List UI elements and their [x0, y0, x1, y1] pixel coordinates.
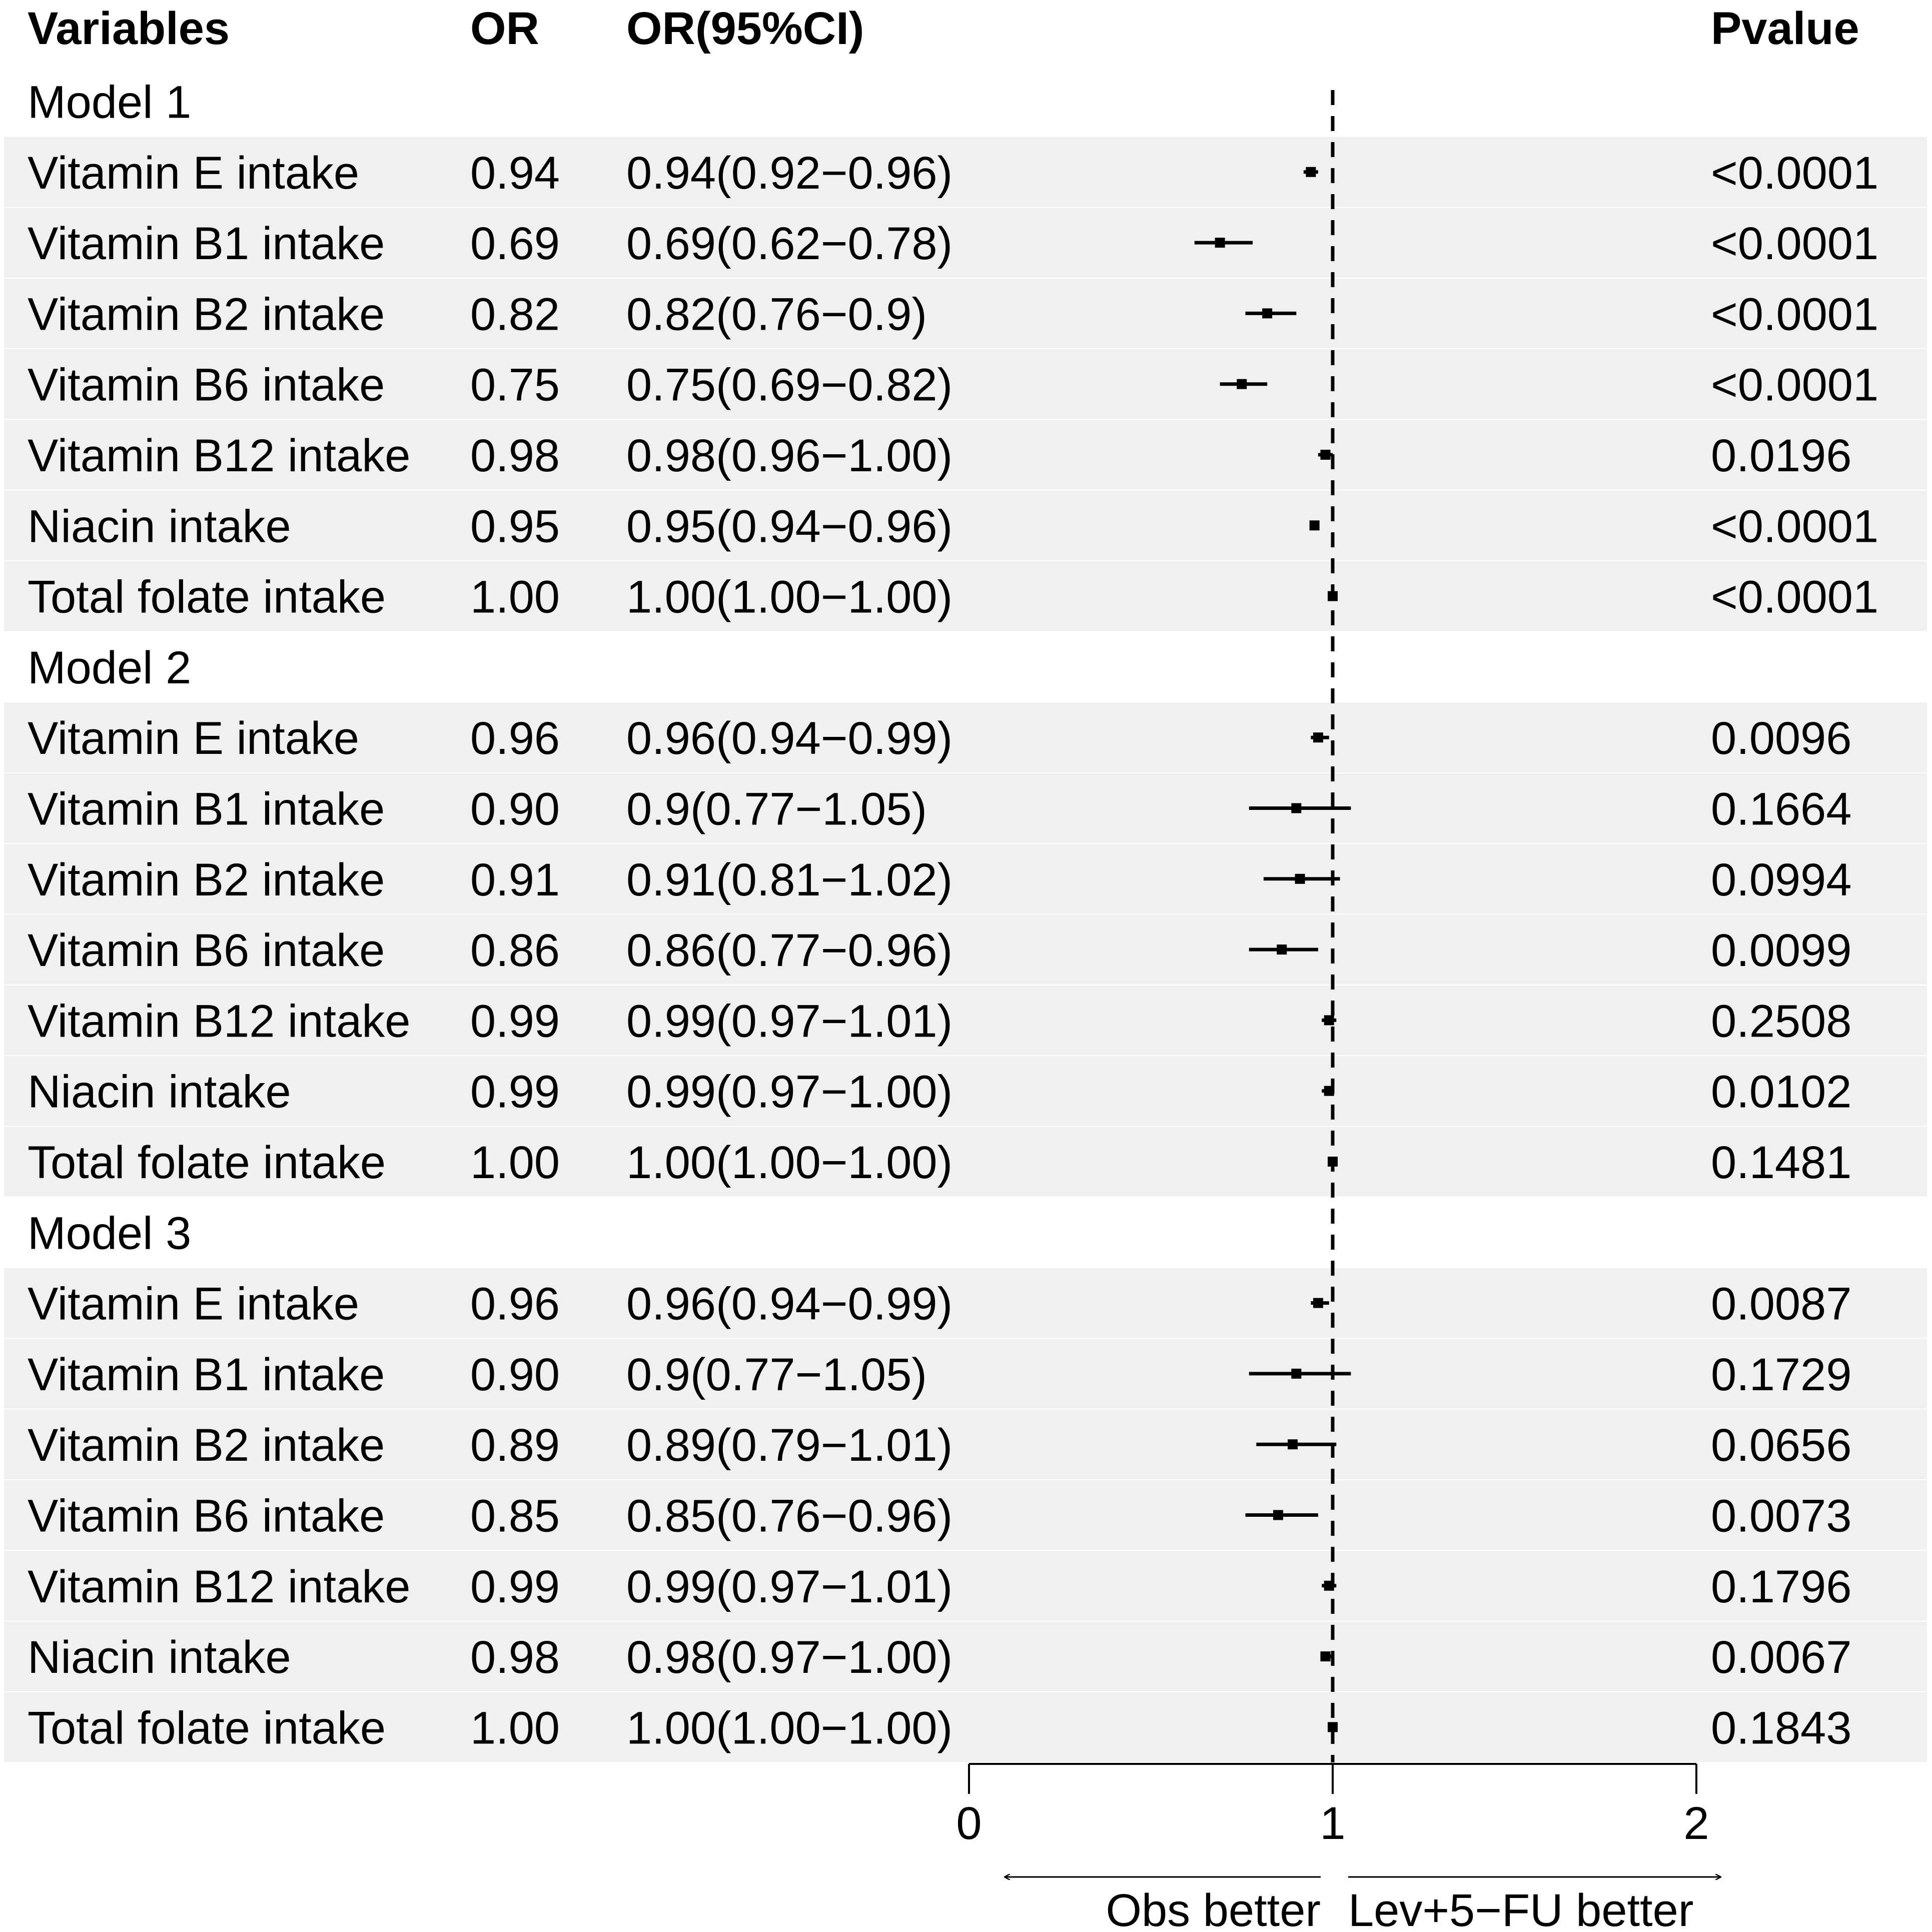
or-point	[1215, 238, 1225, 248]
cell-or: 0.98	[470, 1632, 560, 1683]
or-point	[1295, 874, 1305, 884]
cell-or: 0.91	[470, 854, 560, 905]
cell-pvalue: 0.1796	[1711, 1561, 1852, 1612]
cell-or-ci: 0.75(0.69−0.82)	[626, 359, 953, 411]
cell-or-ci: 0.96(0.94−0.99)	[626, 713, 953, 764]
row-stripe	[4, 491, 1927, 560]
cell-or: 0.95	[470, 501, 560, 552]
group-label: Model 2	[28, 642, 192, 693]
cell-or-ci: 1.00(1.00−1.00)	[626, 1137, 953, 1188]
cell-variable: Vitamin E intake	[28, 147, 360, 199]
cell-variable: Vitamin B1 intake	[28, 1349, 385, 1400]
cell-pvalue: <0.0001	[1711, 571, 1879, 623]
cell-or-ci: 0.89(0.79−1.01)	[626, 1420, 953, 1471]
cell-variable: Vitamin B6 intake	[28, 925, 385, 977]
or-point	[1306, 167, 1316, 177]
or-point	[1310, 520, 1320, 530]
cell-pvalue: 0.1481	[1711, 1137, 1852, 1188]
axis-tick-label: 0	[956, 1798, 982, 1849]
cell-or: 0.69	[470, 218, 560, 270]
or-point	[1320, 1651, 1330, 1661]
header-pvalue: Pvalue	[1711, 3, 1859, 54]
direction-label-left: Obs better	[1106, 1885, 1321, 1932]
cell-or-ci: 0.91(0.81−1.02)	[626, 854, 953, 905]
cell-or: 1.00	[470, 571, 560, 623]
cell-or: 1.00	[470, 1137, 560, 1188]
cell-variable: Total folate intake	[28, 1137, 386, 1188]
cell-pvalue: <0.0001	[1711, 501, 1879, 552]
cell-pvalue: 0.0656	[1711, 1420, 1852, 1471]
cell-or-ci: 0.99(0.97−1.01)	[626, 1561, 953, 1612]
cell-variable: Vitamin E intake	[28, 1278, 360, 1330]
cell-or: 0.99	[470, 996, 560, 1047]
cell-variable: Vitamin B2 intake	[28, 854, 385, 905]
or-point	[1273, 1510, 1283, 1520]
cell-or: 0.98	[470, 430, 560, 481]
header-or-ci: OR(95%CI)	[626, 3, 864, 54]
group-label: Model 1	[28, 77, 192, 128]
cell-pvalue: <0.0001	[1711, 289, 1879, 340]
or-point	[1313, 732, 1323, 742]
or-point	[1320, 450, 1330, 460]
cell-or: 0.75	[470, 359, 560, 411]
group-label: Model 3	[28, 1208, 192, 1259]
cell-or-ci: 0.95(0.94−0.96)	[626, 501, 953, 552]
cell-or-ci: 0.99(0.97−1.00)	[626, 1066, 953, 1118]
cell-or-ci: 1.00(1.00−1.00)	[626, 1702, 953, 1754]
cell-or: 0.99	[470, 1066, 560, 1118]
cell-or: 0.85	[470, 1490, 560, 1542]
cell-variable: Vitamin B12 intake	[28, 430, 411, 481]
row-stripe	[4, 1056, 1927, 1126]
cell-pvalue: 0.0073	[1711, 1490, 1852, 1542]
header-variables: Variables	[28, 3, 230, 54]
cell-or-ci: 0.9(0.77−1.05)	[626, 1349, 927, 1400]
cell-or: 1.00	[470, 1702, 560, 1754]
cell-pvalue: <0.0001	[1711, 147, 1879, 199]
cell-pvalue: 0.0102	[1711, 1066, 1852, 1118]
or-point	[1288, 1439, 1298, 1449]
or-point	[1237, 379, 1247, 389]
cell-variable: Niacin intake	[28, 1066, 291, 1118]
cell-or: 0.90	[470, 1349, 560, 1400]
cell-variable: Niacin intake	[28, 501, 291, 552]
row-stripe	[4, 1621, 1927, 1691]
cell-or-ci: 0.69(0.62−0.78)	[626, 218, 953, 270]
cell-variable: Niacin intake	[28, 1632, 291, 1683]
cell-variable: Total folate intake	[28, 1702, 386, 1754]
cell-or-ci: 0.98(0.97−1.00)	[626, 1632, 953, 1683]
cell-variable: Vitamin B6 intake	[28, 359, 385, 411]
header-or: OR	[470, 3, 539, 54]
cell-or-ci: 0.85(0.76−0.96)	[626, 1490, 953, 1542]
cell-variable: Vitamin B6 intake	[28, 1490, 385, 1542]
cell-or-ci: 0.99(0.97−1.01)	[626, 996, 953, 1047]
cell-variable: Total folate intake	[28, 571, 386, 623]
cell-pvalue: <0.0001	[1711, 218, 1879, 270]
cell-variable: Vitamin B12 intake	[28, 996, 411, 1047]
cell-variable: Vitamin B12 intake	[28, 1561, 411, 1612]
or-point	[1313, 1298, 1323, 1308]
cell-or: 0.99	[470, 1561, 560, 1612]
cell-pvalue: 0.0099	[1711, 925, 1852, 977]
cell-pvalue: 0.1664	[1711, 783, 1852, 835]
cell-pvalue: 0.0067	[1711, 1632, 1852, 1683]
cell-or: 0.94	[470, 147, 560, 199]
or-point	[1262, 308, 1272, 318]
cell-pvalue: 0.1843	[1711, 1702, 1852, 1754]
cell-variable: Vitamin E intake	[28, 713, 360, 764]
cell-pvalue: 0.2508	[1711, 996, 1852, 1047]
direction-label-right: Lev+5−FU better	[1348, 1885, 1694, 1932]
or-point	[1291, 803, 1301, 813]
or-point	[1277, 944, 1287, 954]
or-point	[1291, 1369, 1301, 1379]
cell-or-ci: 0.96(0.94−0.99)	[626, 1278, 953, 1330]
cell-or-ci: 0.82(0.76−0.9)	[626, 289, 927, 340]
cell-pvalue: 0.0096	[1711, 713, 1852, 764]
cell-or-ci: 0.86(0.77−0.96)	[626, 925, 953, 977]
cell-or-ci: 0.94(0.92−0.96)	[626, 147, 953, 199]
cell-pvalue: 0.0994	[1711, 854, 1852, 905]
cell-variable: Vitamin B2 intake	[28, 1420, 385, 1471]
or-point	[1324, 1015, 1334, 1025]
cell-pvalue: 0.0196	[1711, 430, 1852, 481]
x-axis	[956, 1764, 1721, 1877]
cell-or-ci: 0.9(0.77−1.05)	[626, 783, 927, 835]
cell-or-ci: 0.98(0.96−1.00)	[626, 430, 953, 481]
cell-pvalue: <0.0001	[1711, 359, 1879, 411]
cell-or: 0.86	[470, 925, 560, 977]
cell-or: 0.96	[470, 713, 560, 764]
cell-or: 0.82	[470, 289, 560, 340]
cell-or: 0.90	[470, 783, 560, 835]
cell-pvalue: 0.1729	[1711, 1349, 1852, 1400]
axis-tick-label: 2	[1683, 1798, 1709, 1849]
cell-pvalue: 0.0087	[1711, 1278, 1852, 1330]
cell-or: 0.89	[470, 1420, 560, 1471]
cell-or-ci: 1.00(1.00−1.00)	[626, 571, 953, 623]
cell-or: 0.96	[470, 1278, 560, 1330]
cell-variable: Vitamin B1 intake	[28, 218, 385, 270]
cell-variable: Vitamin B2 intake	[28, 289, 385, 340]
cell-variable: Vitamin B1 intake	[28, 783, 385, 835]
axis-tick-label: 1	[1320, 1798, 1346, 1849]
